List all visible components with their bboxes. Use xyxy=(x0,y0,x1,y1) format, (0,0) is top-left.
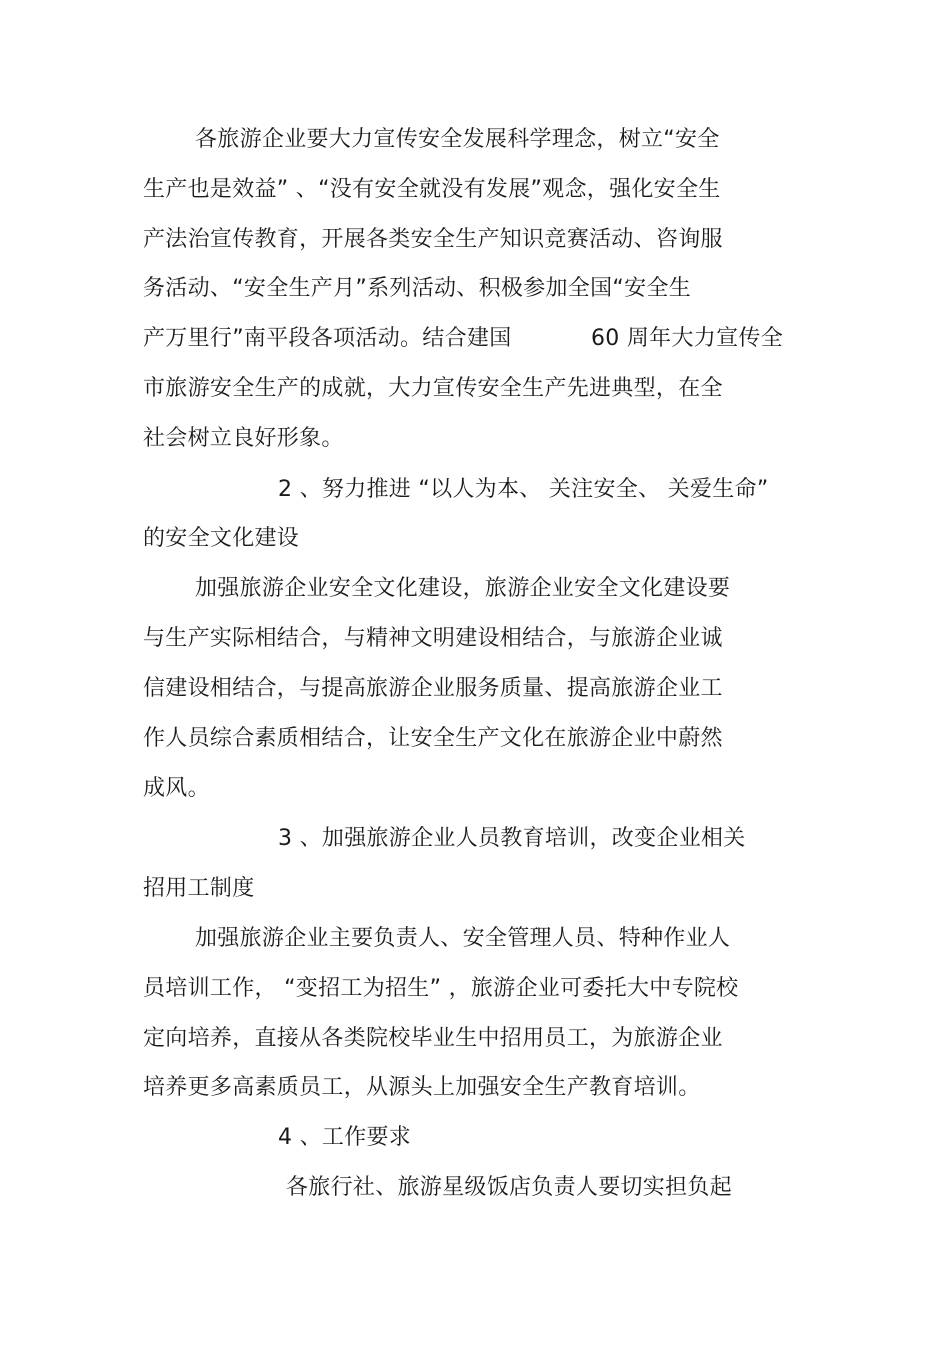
text-line-1: 各旅游企业要大力宣传安全发展科学理念，树立“安全 xyxy=(195,127,720,152)
section-heading-3-cont: 招用工制度 xyxy=(143,876,255,901)
text-line-2: 生产也是效益” 、“没有安全就没有发展”观念，强化安全生 xyxy=(143,177,721,202)
text-line-22: 各旅行社、旅游星级饭店负责人要切实担负起 xyxy=(286,1175,733,1200)
text-line-18: 员培训工作， “变招工为招生” ，旅游企业可委托大中专院校 xyxy=(143,976,739,1001)
text-line-11: 与生产实际相结合，与精神文明建设相结合，与旅游企业诚 xyxy=(143,626,723,651)
section-heading-2: 2 、努力推进 “以人为本、 关注安全、 关爱生命” xyxy=(278,477,769,502)
text-line-3: 产法治宣传教育，开展各类安全生产知识竞赛活动、咨询服 xyxy=(143,227,723,252)
text-line-17: 加强旅游企业主要负责人、安全管理人员、特种作业人 xyxy=(195,926,731,951)
text-line-5a: 产万里行”南平段各项活动。结合建国 xyxy=(143,326,512,351)
text-line-4: 务活动、“安全生产月”系列活动、积极参加全国“安全生 xyxy=(143,276,691,301)
section-heading-4: 4 、工作要求 xyxy=(278,1125,412,1150)
text-line-20: 培养更多高素质员工，从源头上加强安全生产教育培训。 xyxy=(143,1075,701,1100)
text-line-7: 社会树立良好形象。 xyxy=(143,426,344,451)
text-line-5b: 60 周年大力宣传全 xyxy=(591,326,783,351)
text-line-19: 定向培养，直接从各类院校毕业生中招用员工，为旅游企业 xyxy=(143,1026,723,1051)
section-heading-2-cont: 的安全文化建设 xyxy=(143,526,300,551)
text-line-12: 信建设相结合，与提高旅游企业服务质量、提高旅游企业工 xyxy=(143,676,723,701)
section-heading-3: 3 、加强旅游企业人员教育培训，改变企业相关 xyxy=(278,826,746,851)
text-line-6: 市旅游安全生产的成就，大力宣传安全生产先进典型，在全 xyxy=(143,376,723,401)
text-line-14: 成风。 xyxy=(143,776,210,801)
text-line-13: 作人员综合素质相结合，让安全生产文化在旅游企业中蔚然 xyxy=(143,726,723,751)
text-line-10: 加强旅游企业安全文化建设，旅游企业安全文化建设要 xyxy=(195,576,731,601)
